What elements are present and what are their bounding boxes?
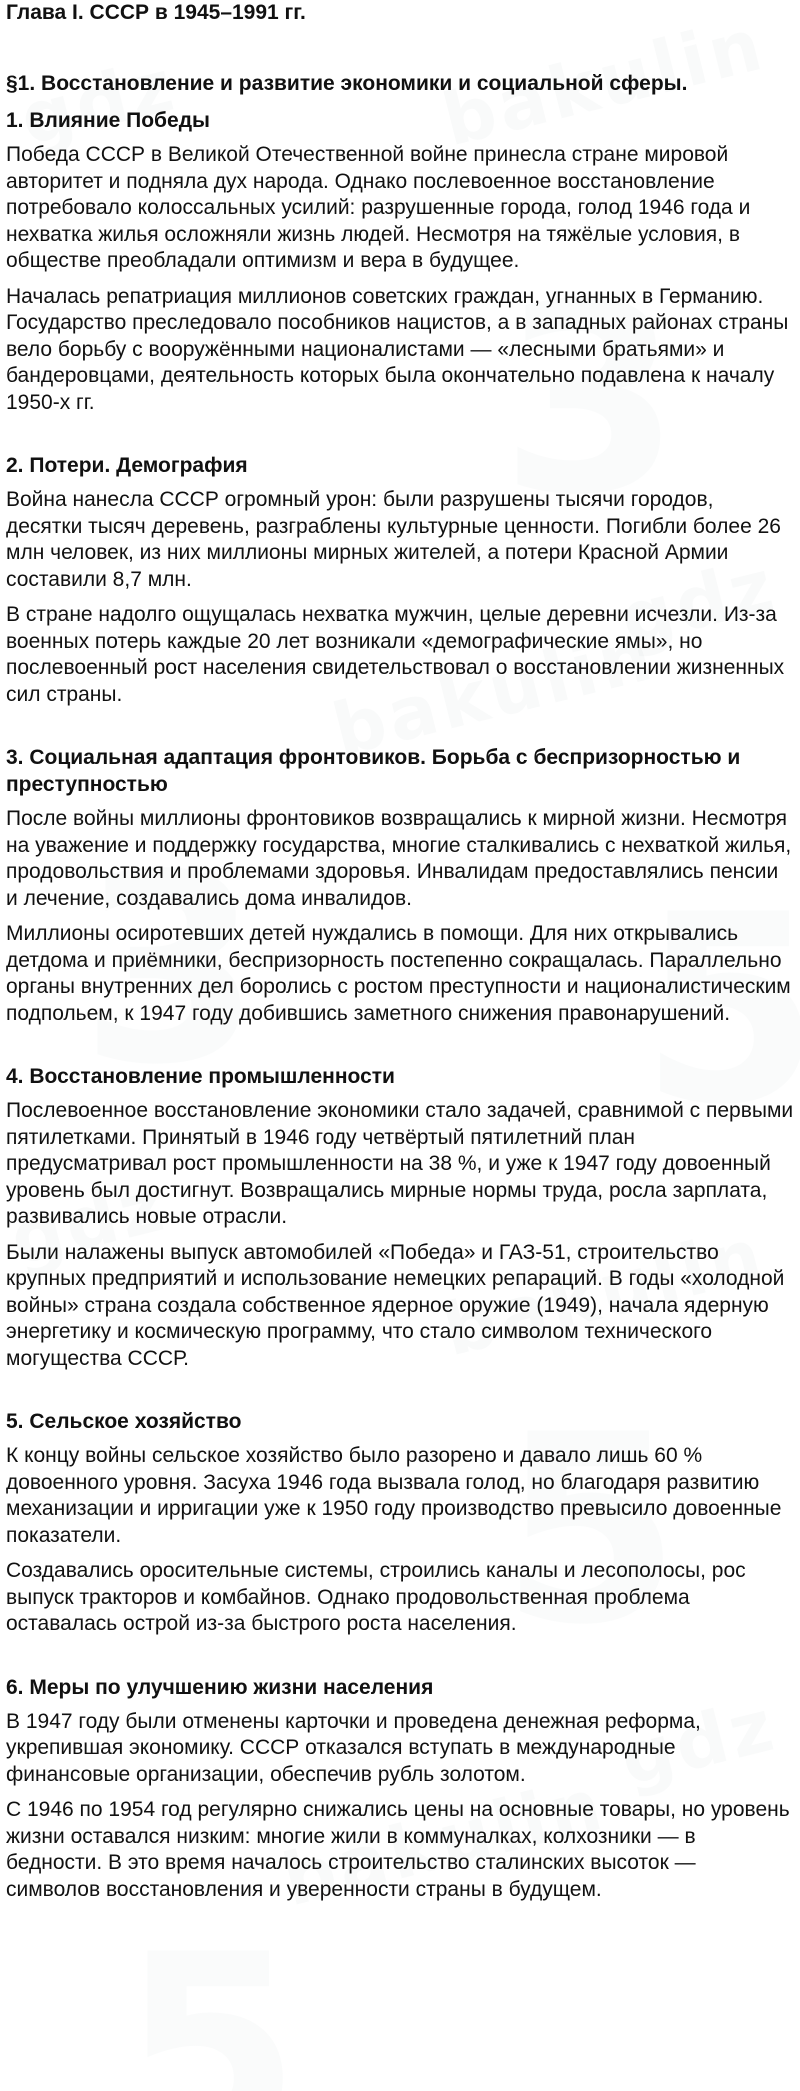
section-losses-demography	[6, 452, 794, 708]
section-paragraph: Создавались оросительные системы, строились каналы и лесополосы, рос выпуск тракторов и комбайнов. Однако продовольственная проблема оставалась острой из-за быстрого роста населения.	[6, 1559, 746, 1635]
section-paragraph: В стране надолго ощущалась нехватка мужчин, целые деревни исчезли. Из-за военных потерь каждые 20 лет возникали «демографические ямы», но послевоенный рост населения свидетельствовал о восстановлении жизненных сил страны.	[6, 603, 785, 706]
section-heading: 5. Сельское хозяйство	[6, 1410, 242, 1433]
section-paragraph: К концу войны сельское хозяйство было разорено и давало лишь 60 % довоенного уровня. Засуха 1946 года вызвала голод, но благодаря развитию механизации и ирригации уже к 1950 году производство превысило довоенные показатели.	[6, 1444, 782, 1547]
section-paragraph: Миллионы осиротевших детей нуждались в помощи. Для них открывались детдома и приёмники, беспризорность постепенно сокращалась. Параллельно органы внутренних дел боролись с ростом преступности и националистическим подпольем, к 1947 году добившись заметного снижения правонарушений.	[6, 922, 791, 1025]
section-heading: 6. Меры по улучшению жизни населения	[6, 1675, 434, 1699]
section-paragraph: После войны миллионы фронтовиков возвращались к мирной жизни. Несмотря на уважение и поддержку государства, многие сталкивались с нехваткой жилья, продовольствия и проблемами здоровья. Инвалидам предоставлялись пенсии и лечение, создавались дома инвалидов.	[6, 807, 792, 910]
section-paragraph: Война нанесла СССР огромный урон: были разрушены тысячи городов, десятки тысяч деревень, разграблены культурные ценности. Погибли более 26 млн человек, из них миллионы мирных жителей, а потери Красной Армии составили 8,7 млн.	[6, 488, 781, 591]
section-paragraph: В 1947 году были отменены карточки и проведена денежная реформа, укрепившая экономику. СССР отказался вступать в международные финансовые организации, обеспечив рубль золотом.	[6, 1709, 701, 1786]
section-agriculture	[6, 1408, 794, 1638]
section-heading: 1. Влияние Победы	[6, 109, 210, 132]
section-paragraph: С 1946 по 1954 год регулярно снижались цены на основные товары, но уровень жизни оставался низким: многие жили в коммуналках, колхозники — в бедности. В это время началось строительство сталинских высоток — символов восстановления и уверенности страны в будущем.	[6, 1798, 790, 1901]
section-living-standards	[6, 1674, 794, 1904]
section-heading: 3. Социальная адаптация фронтовиков. Борьба с беспризорностью и преступностью	[6, 746, 741, 796]
watermark-digit	[120, 1900, 301, 2091]
section-veterans-adaptation	[6, 744, 794, 1027]
section-heading: 2. Потери. Демография	[6, 454, 248, 477]
section-industry-recovery	[6, 1063, 794, 1372]
chapter-title: Глава I. СССР в 1945–1991 гг.	[6, 1, 306, 24]
section-heading: 4. Восстановление промышленности	[6, 1065, 395, 1088]
section-paragraph: Были налажены выпуск автомобилей «Победа» и ГАЗ-51, строительство крупных предприятий и использование немецких репараций. В годы «холодной войны» страна создала собственное ядерное оружие (1949), начала ядерную энергетику и космическую программу, что стало символом технического могущества СССР.	[6, 1240, 785, 1370]
section-paragraph: Началась репатриация миллионов советских граждан, угнанных в Германию. Государство преследовало пособников нацистов, а в западных районах страны вело борьбу с вооружёнными националистами — «лесными братьями» и бандеровцами, деятельность которых была окончательно подавлена к началу 1950-х гг.	[6, 284, 789, 414]
paragraph-title: §1. Восстановление и развитие экономики и социальной сферы.	[6, 72, 688, 95]
section-paragraph: Послевоенное восстановление экономики стало задачей, сравнимой с первыми пятилетками. Принятый в 1946 году четвёртый пятилетний план предусматривал рост промышленности на 38 %, и уже к 1947 году довоенный уровень был достигнут. Возвращались мирные нормы труда, росла зарплата, развивались новые отрасли.	[6, 1099, 794, 1228]
section-victory-influence	[6, 107, 794, 416]
section-paragraph: Победа СССР в Великой Отечественной войне принесла стране мировой авторитет и подняла дух народа. Однако послевоенное восстановление потребовало колоссальных усилий: разрушенные города, голод 1946 года и нехватка жилья осложняли жизнь людей. Несмотря на тяжёлые условия, в обществе преобладали оптимизм и вера в будущее.	[6, 143, 751, 272]
